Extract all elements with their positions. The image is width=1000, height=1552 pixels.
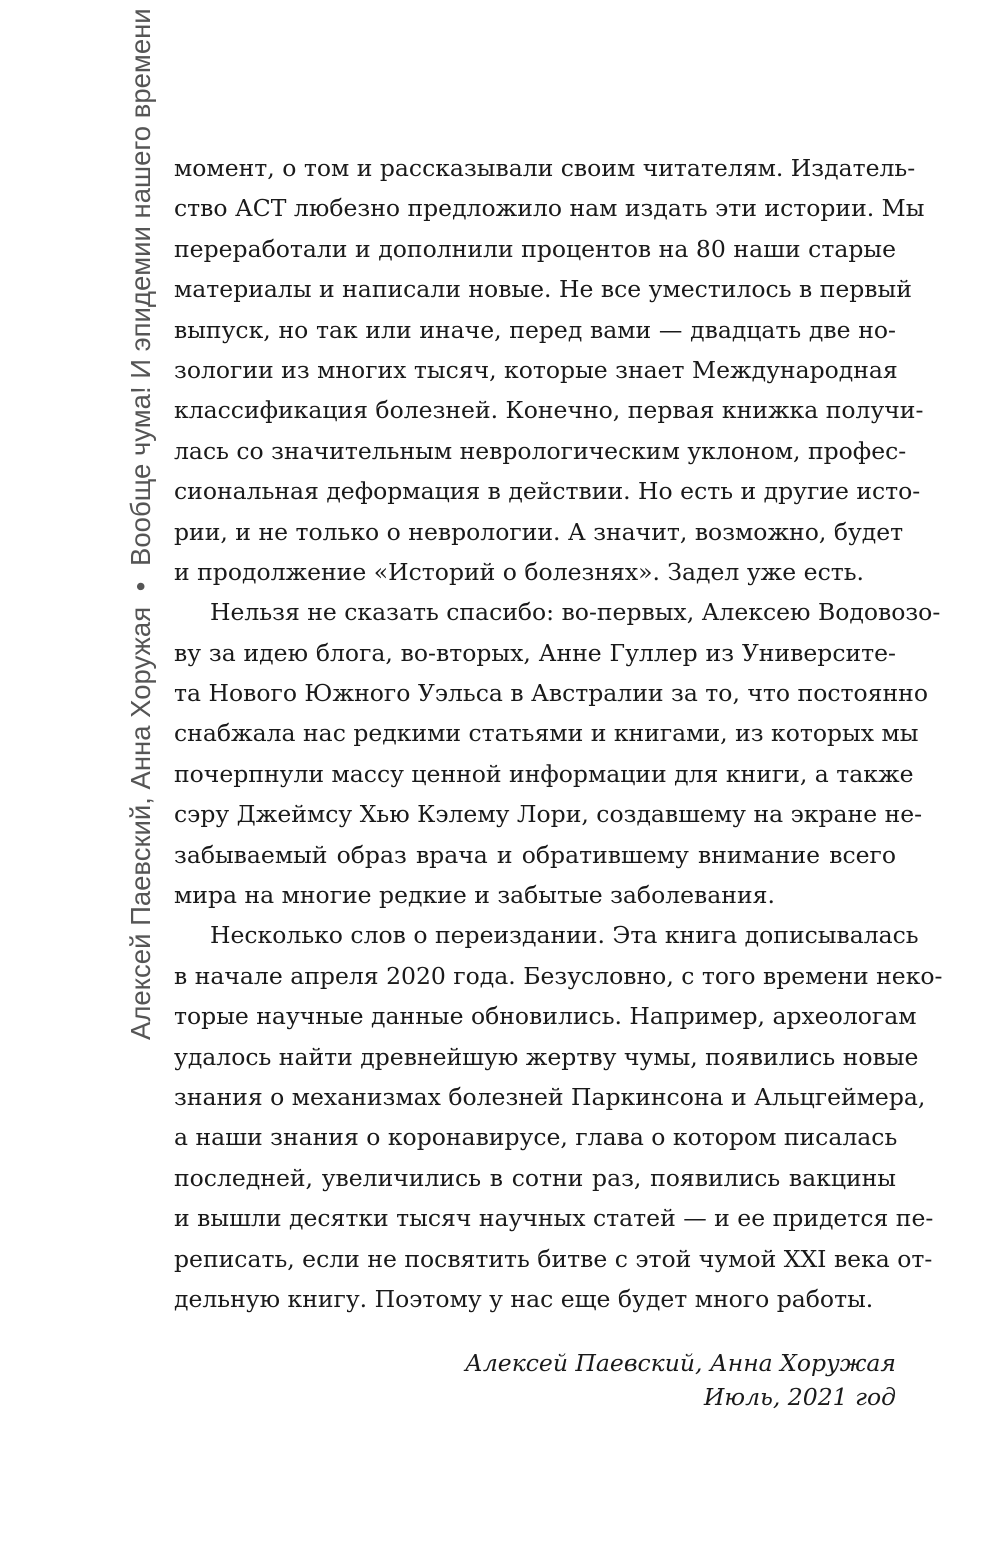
text-line: в начале апреля 2020 года. Безусловно, с того времени неко- [174, 961, 943, 990]
text-line: ство АСТ любезно предложило нам издать эти истории. Мы [174, 194, 925, 223]
paragraph [174, 915, 943, 1319]
text-line: зологии из многих тысяч, которые знает Международная [174, 355, 898, 384]
text-line: сэру Джеймсу Хью Кэлему Лори, создавшему на экране не- [174, 800, 923, 829]
text-line: знания о механизмах болезней Паркинсона и Альцгеймера, [174, 1082, 926, 1111]
text-line: лась со значительным неврологическим уклоном, профес- [174, 436, 907, 465]
running-head-separator: • [125, 581, 156, 592]
text-line: сиональная деформация в действии. Но есть и другие исто- [174, 477, 921, 506]
text-line: Несколько слов о переиздании. Эта книга дописывалась [210, 921, 919, 950]
text-line: и продолжение «Историй о болезнях». Задел уже есть. [174, 557, 864, 586]
body-text [174, 148, 943, 1319]
text-line: ву за идею блога, во-вторых, Анне Гуллер из Университе- [174, 638, 896, 667]
paragraph [174, 592, 941, 915]
text-line: почерпнули массу ценной информации для книги, а также [174, 759, 914, 788]
text-line: торые научные данные обновились. Например, археологам [174, 1002, 917, 1031]
running-head [123, 8, 159, 1040]
signature [430, 1346, 896, 1414]
text-line: переработали и дополнили процентов на 80 наши старые [174, 234, 896, 263]
text-line: а наши знания о коронавирусе, глава о котором писалась [174, 1123, 898, 1152]
text-line: последней, увеличились в сотни раз, появились вакцины [174, 1163, 896, 1192]
text-line: рии, и не только о неврологии. А значит, возможно, будет [174, 517, 904, 546]
text-line: удалось найти древнейшую жертву чумы, появились новые [174, 1042, 919, 1071]
running-head-authors: Алексей Паевский, Анна Хоружая [125, 606, 156, 1040]
text-line: материалы и написали новые. Не все уместилось в первый [174, 275, 912, 304]
text-line: момент, о том и рассказывали своим читателям. Издатель- [174, 154, 916, 182]
text-line: Нельзя не сказать спасибо: во-первых, Алексею Водовозо- [210, 598, 941, 627]
text-line: забываемый образ врача и обратившему внимание всего [174, 840, 896, 869]
text-line: снабжала нас редкими статьями и книгами, из которых мы [174, 719, 919, 748]
signature-authors: Алексей Паевский, Анна Хоружая [465, 1349, 896, 1377]
text-line: и вышли десятки тысяч научных статей — и ее придется пе- [174, 1204, 934, 1233]
text-line: выпуск, но так или иначе, перед вами — двадцать две но- [174, 315, 896, 344]
text-line: мира на многие редкие и забытые заболевания. [174, 881, 775, 910]
text-line: та Нового Южного Уэльса в Австралии за то, что постоянно [174, 679, 928, 708]
text-line: классификация болезней. Конечно, первая книжка получи- [174, 396, 924, 425]
text-line: реписать, если не посвятить битве с этой чумой XXI века от- [174, 1244, 933, 1273]
running-head-book-title: Вообще чума! И эпидемии нашего времени [125, 8, 156, 566]
text-line: дельную книгу. Поэтому у нас еще будет много работы. [174, 1284, 874, 1313]
signature-date: Июль, 2021 год [703, 1383, 896, 1411]
paragraph [174, 148, 925, 592]
